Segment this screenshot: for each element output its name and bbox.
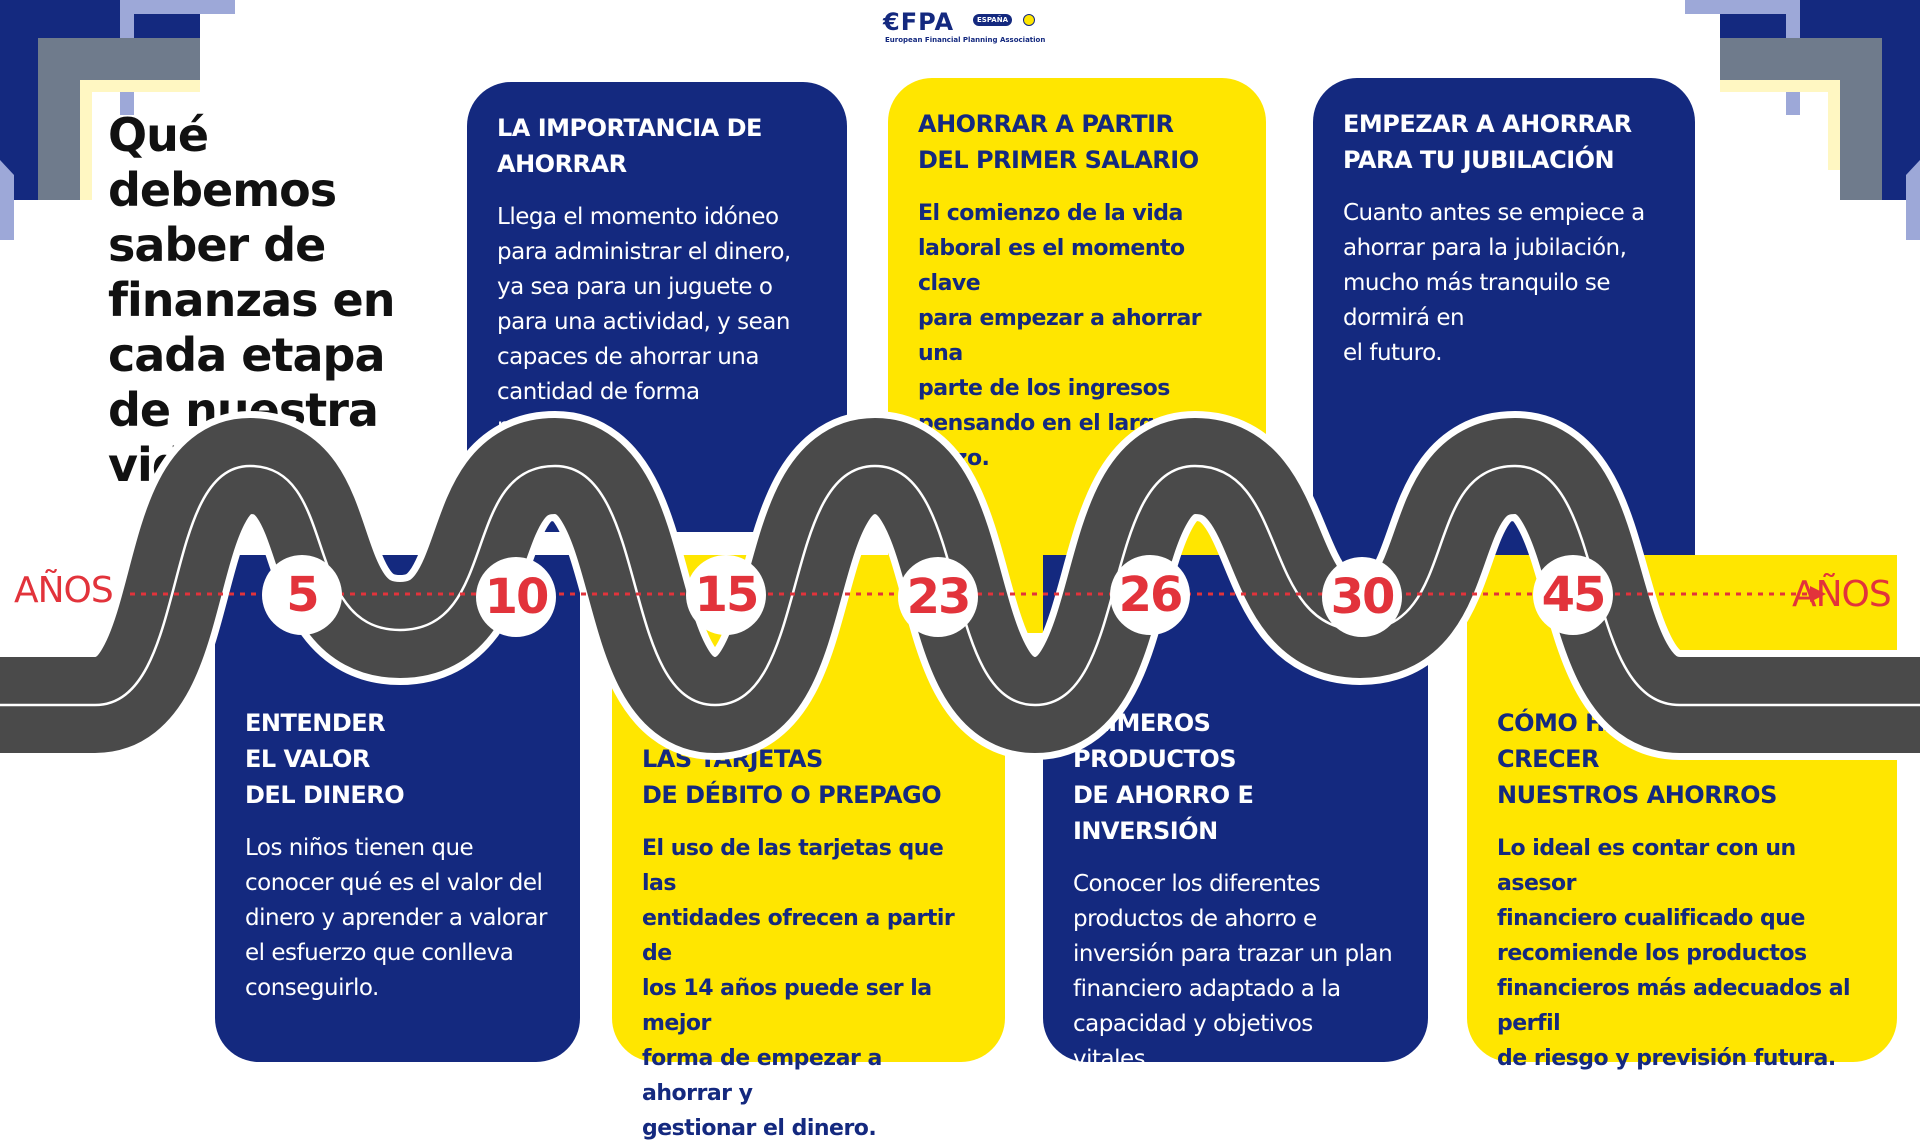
card-body: Los niños tienen que conocer qué es el valor del dinero y aprender a valorar el esfuerzo que conlleva conseguirlo. [245, 835, 547, 1001]
age-marker: 45 [1533, 555, 1613, 635]
page-title: Qué debemos saber de finanzas en cada etapa de nuestra vida [108, 108, 395, 492]
logo-badge: ESPAÑA [973, 14, 1012, 26]
card-body: Lo ideal es contar con un asesor financiero cualificado que recomiende los productos financieros más adecuados al perfil de riesgo y previsión futura. [1497, 836, 1851, 1071]
card-heading: LA IMPORTANCIA DE AHORRAR [497, 114, 762, 178]
axis-label-right: AÑOS [1792, 574, 1891, 615]
axis-label-left: AÑOS [14, 570, 113, 611]
card-body: Cuanto antes se empiece a ahorrar para la jubilación, mucho más tranquilo se dormirá en el futuro. [1343, 200, 1645, 366]
card-body: El comienzo de la vida laboral es el momento clave para empezar a ahorrar una parte de los ingresos pensando en el largo plazo. [918, 201, 1202, 471]
card-body: El uso de las tarjetas que las entidades ofrecen a partir de los 14 años puede ser la mejor forma de empezar a ahorrar y gestionar el dinero. [642, 836, 955, 1141]
age-marker: 15 [686, 555, 766, 635]
logo-text: €FPA [883, 8, 955, 36]
logo-subtitle: European Financial Planning Association [885, 36, 1046, 44]
card-heading: EL USO DE LAS TARJETAS DE DÉBITO O PREPAGO [642, 709, 942, 809]
age-marker: 10 [476, 557, 556, 637]
card-heading: EMPEZAR A AHORRAR PARA TU JUBILACIÓN [1343, 110, 1632, 174]
age-marker: 23 [898, 557, 978, 637]
card-heading: AHORRAR A PARTIR DEL PRIMER SALARIO [918, 110, 1199, 174]
card-heading: CÓMO HACER CRECER NUESTROS AHORROS [1497, 709, 1777, 809]
card-heading: ENTENDER EL VALOR DEL DINERO [245, 709, 405, 809]
card-heading: PRIMEROS PRODUCTOS DE AHORRO E INVERSIÓN [1073, 709, 1254, 845]
card-body: Conocer los diferentes productos de ahorro e inversión para trazar un plan financiero adaptado a la capacidad y objetivos vitales. [1073, 871, 1393, 1072]
age-marker: 30 [1322, 557, 1402, 637]
card-body: Llega el momento idóneo para administrar el dinero, ya sea para un juguete o para una actividad, y sean capaces de ahorrar una cantidad de forma periódica. [497, 204, 791, 440]
age-marker: 5 [262, 555, 342, 635]
age-marker: 26 [1110, 555, 1190, 635]
